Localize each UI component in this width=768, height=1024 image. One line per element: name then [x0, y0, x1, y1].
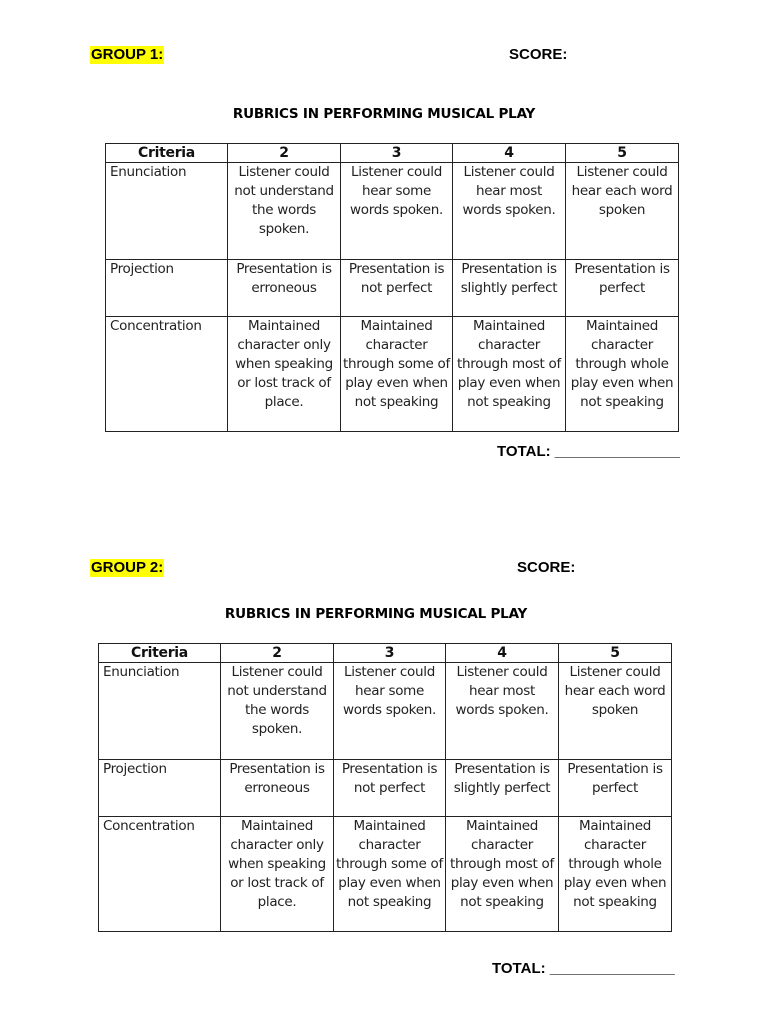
group-2-rubric-table: [98, 643, 672, 932]
group-2-score-label: SCORE:: [517, 559, 576, 576]
criterion-enunciation: Enunciation: [99, 663, 221, 760]
rubric-row-enunciation: [99, 663, 672, 760]
group-1-label: GROUP 1:: [91, 46, 164, 63]
group-1-total-label: TOTAL: _______________: [497, 443, 680, 460]
criterion-enunciation: Enunciation: [106, 163, 228, 260]
enunciation-score-2: Listener could not understand the words spoken.: [228, 163, 341, 260]
concentration-score-5: Maintained character through whole play even when not speaking: [559, 817, 672, 932]
header-score-2: 2: [228, 144, 341, 163]
projection-score-3: Presentation is not perfect: [334, 760, 446, 817]
header-score-5: 5: [559, 644, 672, 663]
criterion-projection: Projection: [99, 760, 221, 817]
rubric-row-projection: [99, 760, 672, 817]
enunciation-score-5: Listener could hear each word spoken: [559, 663, 672, 760]
projection-score-5: Presentation is perfect: [566, 260, 679, 317]
projection-score-2: Presentation is erroneous: [228, 260, 341, 317]
header-criteria: Criteria: [106, 144, 228, 163]
criterion-concentration: Concentration: [99, 817, 221, 932]
projection-score-4: Presentation is slightly perfect: [453, 260, 566, 317]
concentration-score-4: Maintained character through most of play even when not speaking: [453, 317, 566, 432]
enunciation-score-4: Listener could hear most words spoken.: [453, 163, 566, 260]
group-2-label: GROUP 2:: [91, 559, 164, 576]
rubric-header-row: [99, 644, 672, 663]
group-1-rubric-table: [105, 143, 679, 432]
header-score-3: 3: [334, 644, 446, 663]
enunciation-score-3: Listener could hear some words spoken.: [334, 663, 446, 760]
concentration-score-2: Maintained character only when speaking or lost track of place.: [228, 317, 341, 432]
projection-score-3: Presentation is not perfect: [341, 260, 453, 317]
projection-score-2: Presentation is erroneous: [221, 760, 334, 817]
enunciation-score-2: Listener could not understand the words spoken.: [221, 663, 334, 760]
group-2-total-label: TOTAL: _______________: [492, 960, 675, 977]
rubric-row-concentration: [99, 817, 672, 932]
header-score-4: 4: [446, 644, 559, 663]
rubric-row-projection: [106, 260, 679, 317]
group-1-rubric-title: RUBRICS IN PERFORMING MUSICAL PLAY: [232, 106, 536, 122]
criterion-projection: Projection: [106, 260, 228, 317]
projection-score-4: Presentation is slightly perfect: [446, 760, 559, 817]
enunciation-score-5: Listener could hear each word spoken: [566, 163, 679, 260]
group-2-rubric-title: RUBRICS IN PERFORMING MUSICAL PLAY: [224, 606, 528, 622]
rubric-row-concentration: [106, 317, 679, 432]
rubric-row-enunciation: [106, 163, 679, 260]
concentration-score-3: Maintained character through some of play even when not speaking: [334, 817, 446, 932]
header-score-3: 3: [341, 144, 453, 163]
concentration-score-5: Maintained character through whole play even when not speaking: [566, 317, 679, 432]
concentration-score-3: Maintained character through some of play even when not speaking: [341, 317, 453, 432]
header-score-4: 4: [453, 144, 566, 163]
concentration-score-4: Maintained character through most of play even when not speaking: [446, 817, 559, 932]
header-score-5: 5: [566, 144, 679, 163]
header-criteria: Criteria: [99, 644, 221, 663]
rubric-header-row: [106, 144, 679, 163]
concentration-score-2: Maintained character only when speaking or lost track of place.: [221, 817, 334, 932]
criterion-concentration: Concentration: [106, 317, 228, 432]
enunciation-score-3: Listener could hear some words spoken.: [341, 163, 453, 260]
group-1-score-label: SCORE:: [509, 46, 568, 63]
projection-score-5: Presentation is perfect: [559, 760, 672, 817]
header-score-2: 2: [221, 644, 334, 663]
enunciation-score-4: Listener could hear most words spoken.: [446, 663, 559, 760]
